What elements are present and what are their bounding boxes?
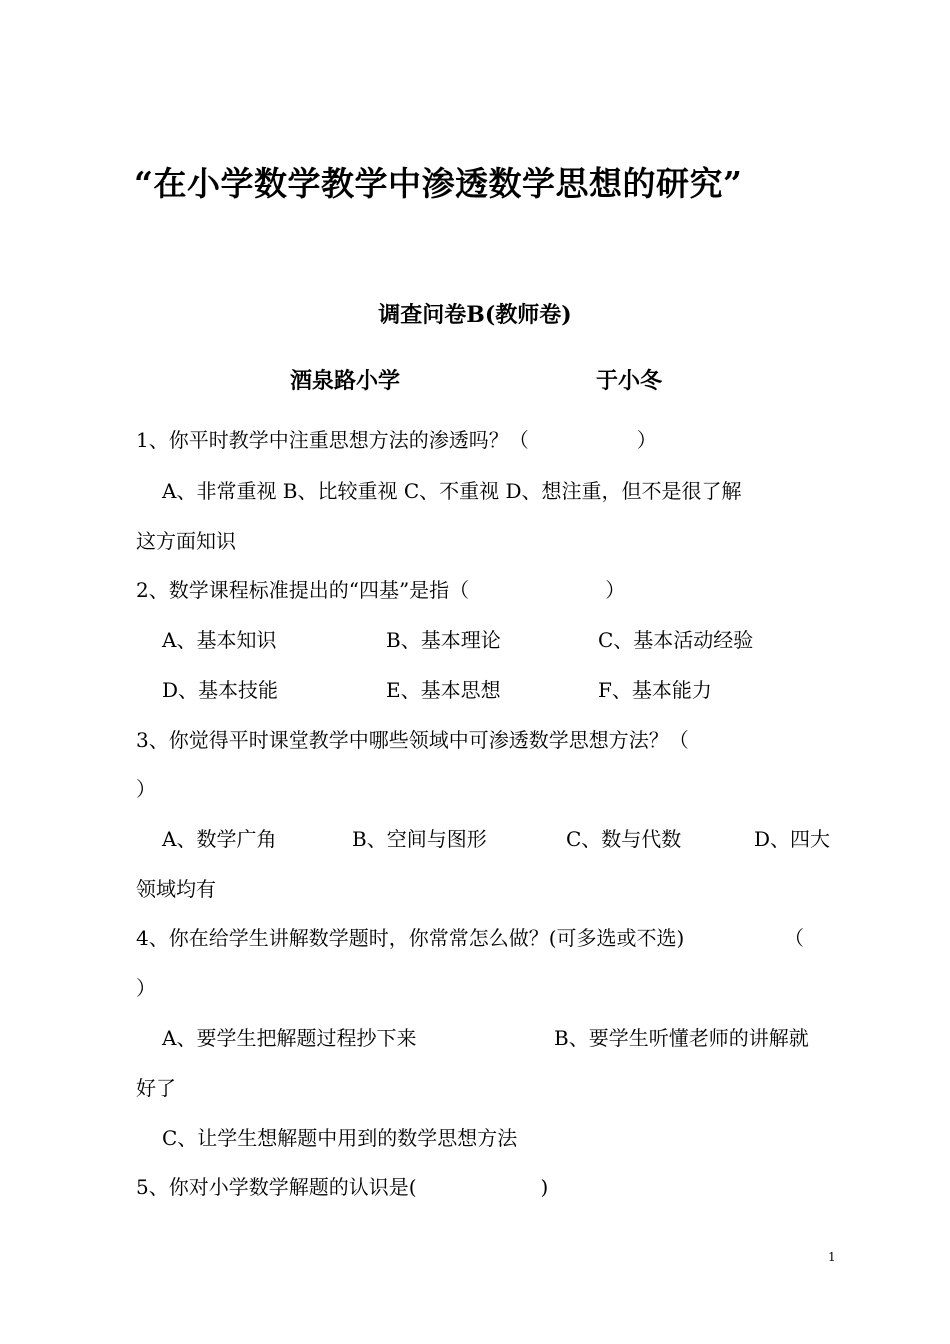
question-2-close: ） (605, 578, 626, 602)
question-2-option-c: C、基本活动经验 (598, 628, 754, 652)
author-name: 于小冬 (596, 368, 663, 394)
question-5-text: 5、你对小学数学解题的认识是( (136, 1175, 417, 1199)
question-2-option-b: B、基本理论 (386, 628, 501, 652)
question-2-option-e: E、基本思想 (386, 678, 501, 702)
question-3-option-a: A、数学广角 (162, 827, 277, 851)
question-5-close: ) (540, 1175, 549, 1199)
question-2-option-d: D、基本技能 (162, 678, 279, 702)
question-4-open: （ (784, 926, 804, 950)
question-2-option-f: F、基本能力 (598, 678, 712, 702)
question-3-option-c: C、数与代数 (566, 827, 682, 851)
question-2-text: 2、数学课程标准提出的“四基”是指（ (136, 578, 470, 602)
question-4-option-b-cont: 好了 (136, 1076, 176, 1100)
question-4-option-c: C、让学生想解题中用到的数学思想方法 (162, 1126, 518, 1150)
document-title: “在小学数学教学中渗透数学思想的研究” (134, 164, 743, 203)
page-number: 1 (828, 1250, 836, 1264)
question-1-text: 1、你平时教学中注重思想方法的渗透吗？（ (136, 428, 529, 452)
question-2-option-a: A、基本知识 (162, 628, 277, 652)
question-1-close: ） (636, 428, 657, 452)
question-2-stem (136, 578, 625, 602)
question-4-stem: 4、你在给学生讲解数学题时，你常常怎么做？(可多选或不选) (136, 926, 685, 950)
questionnaire-subtitle: 调查问卷B(教师卷) (378, 302, 572, 328)
question-3-stem: 3、你觉得平时课堂教学中哪些领域中可渗透数学思想方法？（ (136, 728, 689, 752)
question-3-close: ） (136, 777, 156, 801)
question-3-option-b: B、空间与图形 (352, 827, 487, 851)
question-3-option-d: D、四大 (754, 827, 831, 851)
question-1-options: A、非常重视 B、比较重视 C、不重视 D、想注重，但不是很了解 (162, 479, 742, 503)
question-4-option-b: B、要学生听懂老师的讲解就 (554, 1026, 809, 1050)
question-4-close: ） (136, 976, 156, 1000)
question-4-option-a: A、要学生把解题过程抄下来 (162, 1026, 417, 1050)
question-1-stem (136, 428, 657, 452)
school-name: 酒泉路小学 (290, 368, 401, 394)
question-1-options-cont: 这方面知识 (136, 529, 236, 553)
question-3-option-d-cont: 领域均有 (136, 877, 216, 901)
question-5-stem (136, 1175, 548, 1199)
